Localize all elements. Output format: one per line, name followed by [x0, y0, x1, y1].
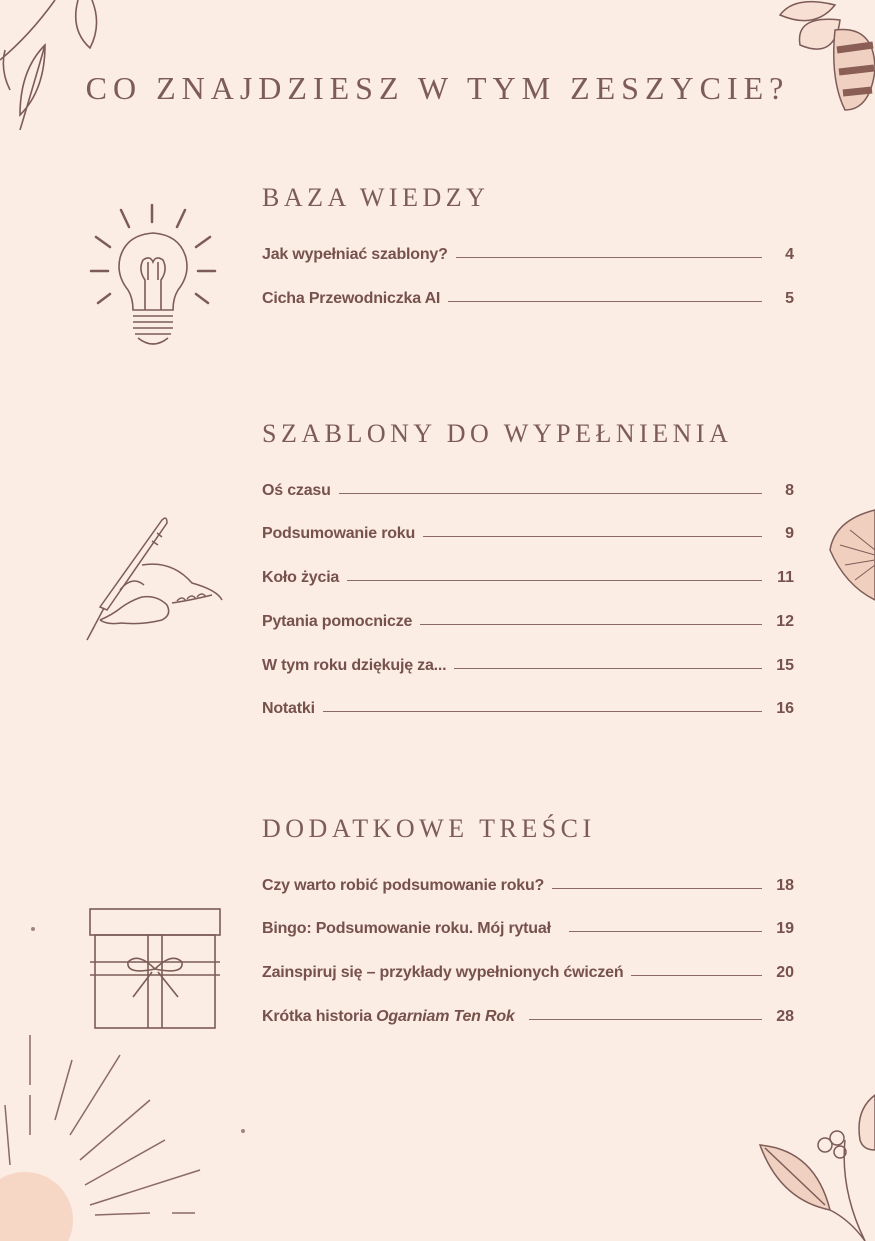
toc-entry[interactable] — [262, 517, 794, 543]
lightbulb-icon — [88, 200, 218, 355]
toc-entry[interactable] — [262, 649, 794, 675]
toc-entry-label: Notatki — [262, 700, 315, 717]
toc-entry-label: Koło życia — [262, 569, 340, 586]
toc-entry-label: Bingo: Podsumowanie roku. Mój rytuał — [262, 920, 551, 937]
toc-entry-label: Cicha Przewodniczka AI — [262, 290, 441, 307]
decorative-dot — [31, 927, 35, 931]
dotted-leader — [323, 711, 762, 712]
dotted-leader — [347, 580, 762, 581]
toc-entry-label: Podsumowanie roku — [262, 525, 416, 542]
dotted-leader — [423, 536, 762, 537]
toc-entry[interactable] — [262, 912, 794, 938]
toc-entry-label-regular: Krótka historia — [262, 1008, 372, 1025]
toc-entry[interactable] — [262, 474, 794, 500]
toc-entry-label: Oś czasu — [262, 482, 331, 499]
dotted-leader — [631, 975, 762, 976]
toc-entry[interactable] — [262, 605, 794, 631]
toc-entry-label: Pytania pomocnicze — [262, 613, 413, 630]
toc-page-number: 28 — [776, 1008, 794, 1025]
leaf-branch-decoration-top-left — [0, 0, 110, 130]
toc-page-number: 8 — [785, 482, 794, 499]
toc-entry[interactable] — [262, 692, 794, 718]
dotted-leader — [552, 888, 762, 889]
toc-entry[interactable] — [262, 561, 794, 587]
dotted-leader — [529, 1019, 762, 1020]
toc-page-number: 20 — [776, 964, 794, 981]
toc-entry[interactable] — [262, 238, 794, 264]
toc-page-number: 4 — [785, 246, 794, 263]
dotted-leader — [569, 931, 762, 932]
toc-page-number: 18 — [776, 877, 794, 894]
section-title-baza-wiedzy: BAZA WIEDZY — [262, 183, 490, 212]
dotted-leader — [448, 301, 762, 302]
toc-page-number: 16 — [776, 700, 794, 717]
toc-page-number: 19 — [776, 920, 794, 937]
leaf-decoration-right — [825, 505, 875, 605]
decorative-dot — [241, 1129, 245, 1133]
dotted-leader — [339, 493, 762, 494]
toc-entry-label: Zainspiruj się – przykłady wypełnionych ćwiczeń — [262, 964, 624, 981]
toc-page-number: 5 — [785, 290, 794, 307]
section-title-szablony: SZABLONY DO WYPEŁNIENIA — [262, 419, 733, 448]
section-title-dodatkowe: DODATKOWE TREŚCI — [262, 814, 596, 843]
hand-writing-pen-icon — [82, 515, 227, 645]
toc-page-number: 15 — [776, 657, 794, 674]
toc-page-number: 9 — [785, 525, 794, 542]
flower-branch-decoration-bottom-right — [755, 1090, 875, 1241]
dotted-leader — [420, 624, 762, 625]
page-title: CO ZNAJDZIESZ W TYM ZESZYCIE? — [85, 70, 790, 106]
toc-entry[interactable] — [262, 869, 794, 895]
toc-entry-label — [262, 1008, 529, 1026]
toc-entry[interactable] — [262, 1000, 794, 1026]
dotted-leader — [454, 668, 762, 669]
gift-box-icon — [88, 907, 222, 1031]
toc-entry[interactable] — [262, 282, 794, 308]
toc-page-number: 11 — [777, 569, 794, 586]
sun-rays-decoration — [0, 1025, 240, 1241]
dotted-leader — [456, 257, 762, 258]
toc-entry-label: Czy warto robić podsumowanie roku? — [262, 877, 545, 894]
toc-entry[interactable] — [262, 956, 794, 982]
toc-entry-label-italic: Ogarniam Ten Rok — [376, 1008, 515, 1025]
toc-entry-label: W tym roku dziękuję za... — [262, 657, 447, 674]
toc-page-number: 12 — [776, 613, 794, 630]
toc-entry-label: Jak wypełniać szablony? — [262, 246, 448, 263]
